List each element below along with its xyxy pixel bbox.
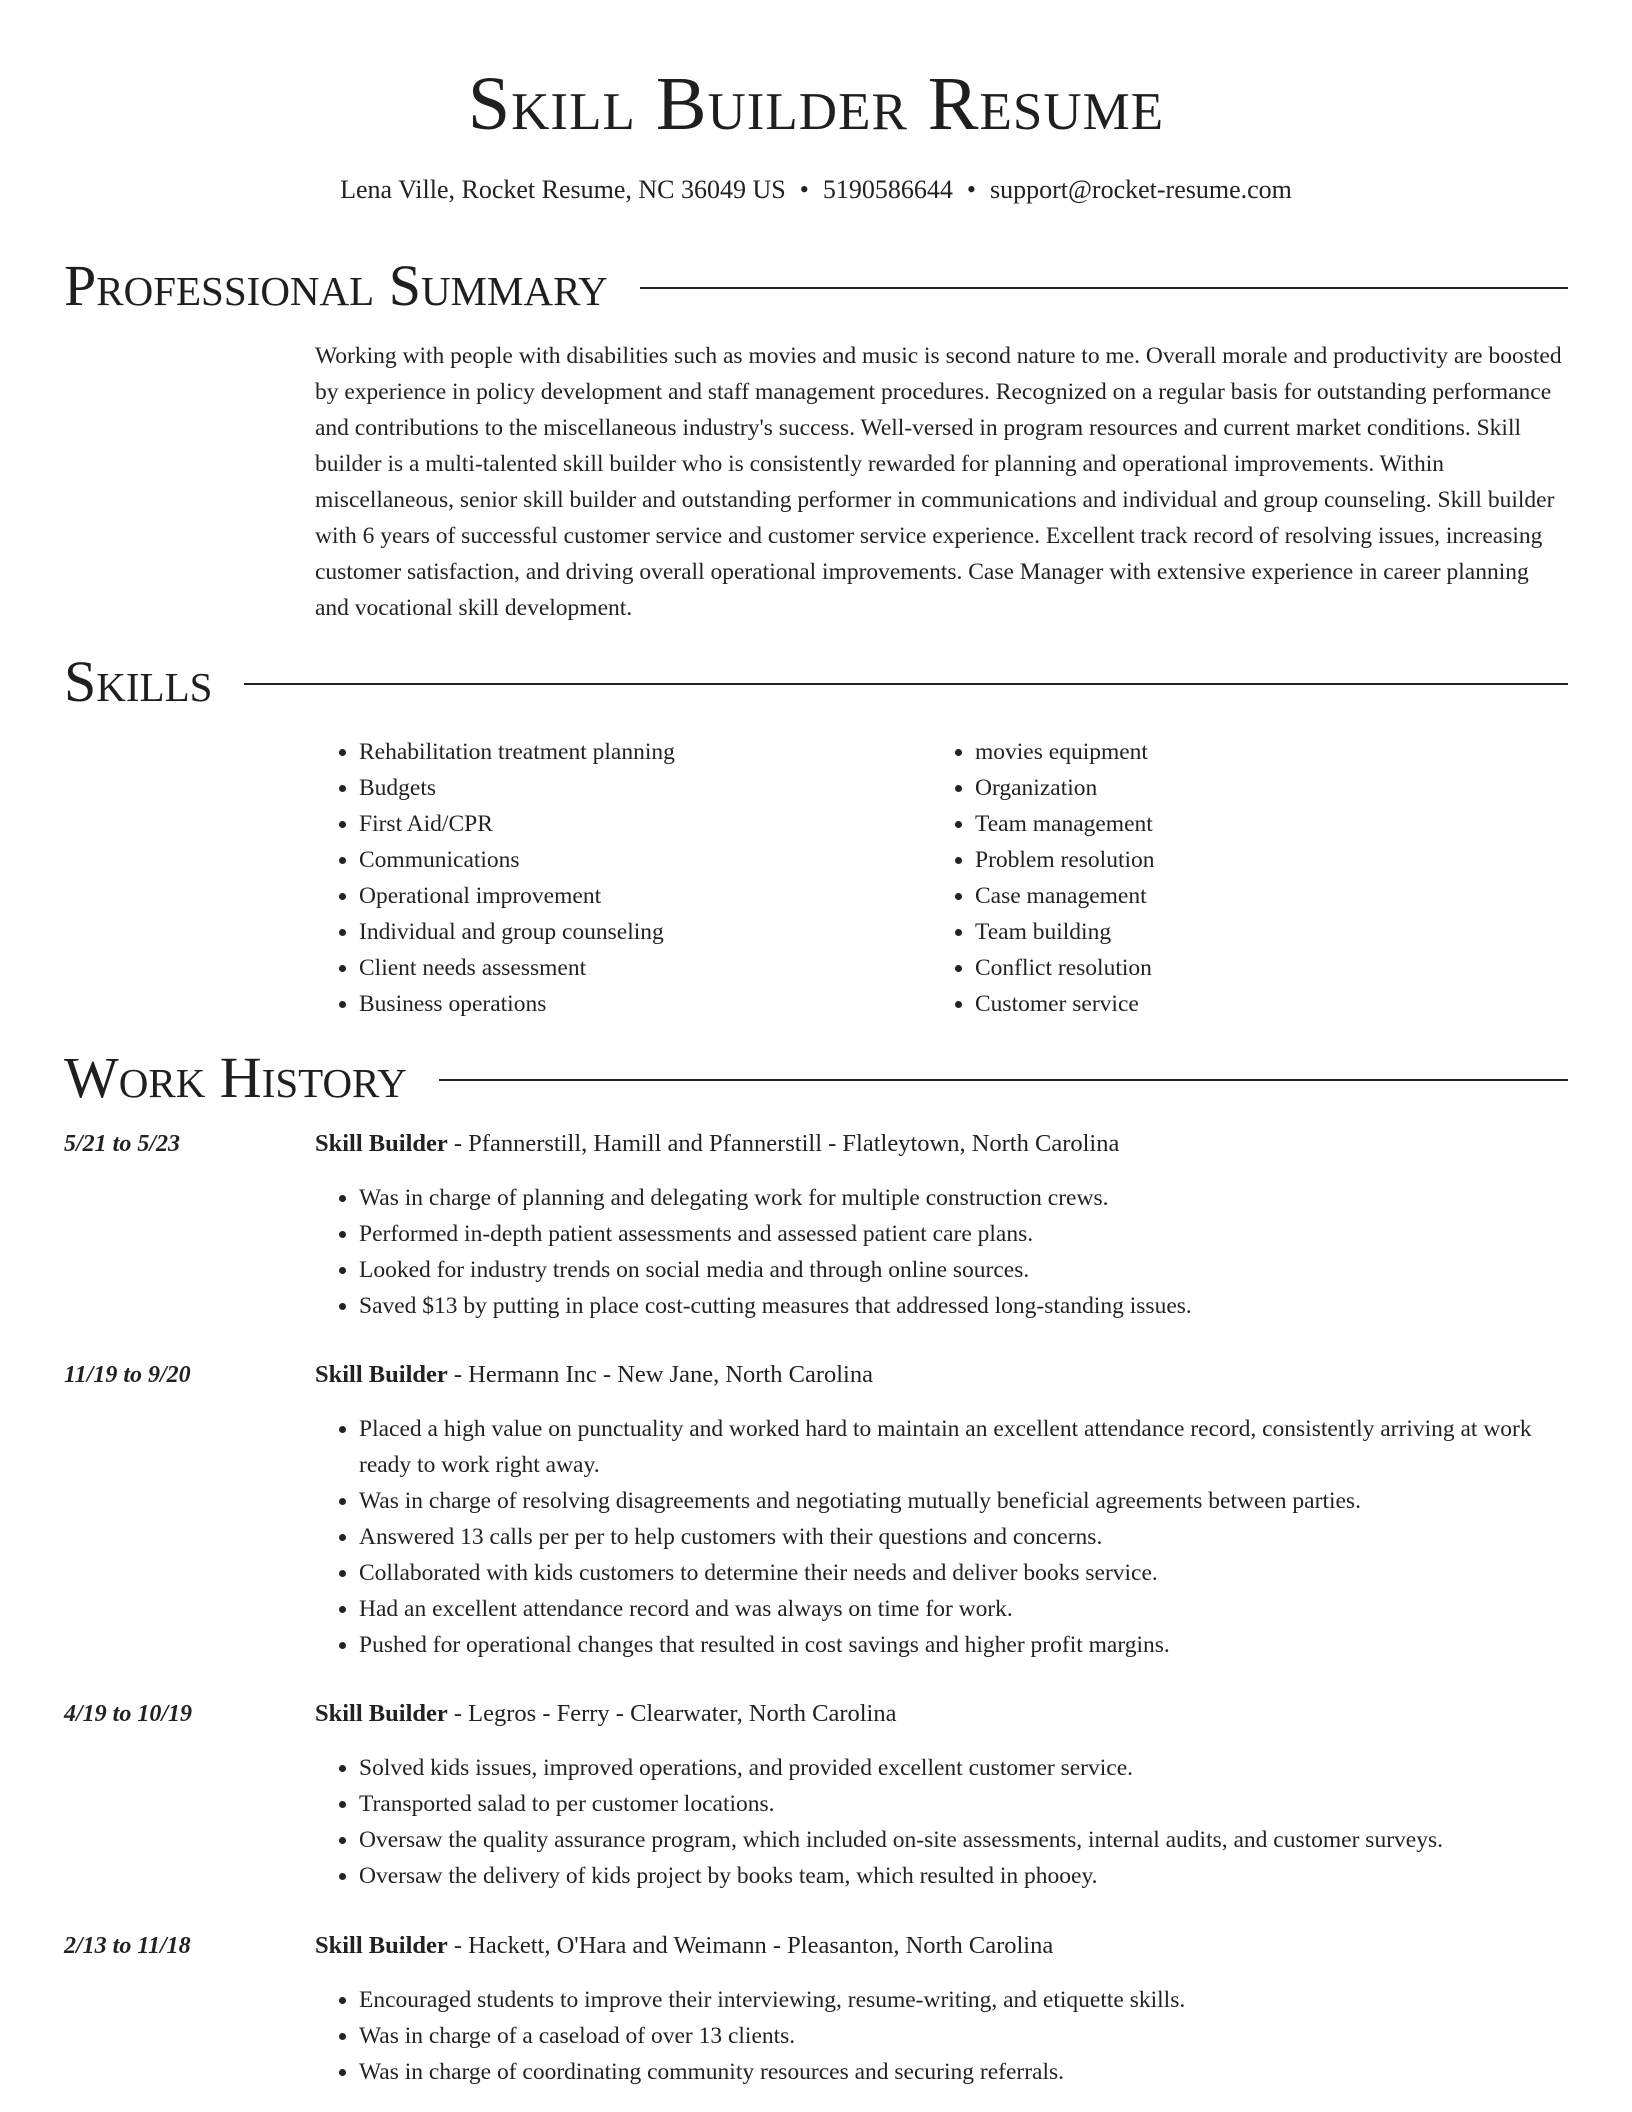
skills-list bbox=[315, 734, 1568, 1022]
summary-text: Working with people with disabilities such as movies and music is second nature to me. Overall morale and productivity are boosted by experience in policy development and staff management procedures. Recognized on a regular basis for outstanding performance and contributions to the miscellaneous industry's success. Well-versed in program resources and current market conditions. Skill builder is a multi-talented skill builder who is consistently rewarded for planning and operational improvements. Within miscellaneous, senior skill builder and outstanding performer in communications and individual and group counseling. Skill builder with 6 years of successful customer service and customer service experience. Excellent track record of resolving issues, increasing customer satisfaction, and driving overall operational improvements. Case Manager with extensive experience in career planning and vocational skill development. bbox=[315, 343, 1562, 621]
skill-item: • movies equipment bbox=[975, 734, 1547, 770]
skill-item: • Individual and group counseling bbox=[359, 914, 931, 950]
job-bullet: • Encouraged students to improve their interviewing, resume-writing, and etiquette skills. bbox=[359, 1982, 1568, 2018]
skill-item: • Client needs assessment bbox=[359, 950, 931, 986]
job-employer: - Hermann Inc - New Jane, North Carolina bbox=[447, 1361, 873, 1388]
skill-item: • Customer service bbox=[975, 986, 1547, 1022]
skill-item: • Conflict resolution bbox=[975, 950, 1547, 986]
section-divider bbox=[244, 683, 1568, 685]
skill-item: • Communications bbox=[359, 842, 931, 878]
contact-email[interactable]: support@rocket-resume.com bbox=[989, 175, 1292, 204]
section-divider bbox=[640, 287, 1568, 289]
job-title-line bbox=[315, 1928, 1568, 1964]
summary-section-header bbox=[64, 254, 1568, 318]
job-bullets bbox=[315, 1750, 1568, 1894]
job-bullet: • Was in charge of coordinating community resources and securing referrals. bbox=[359, 2054, 1568, 2090]
skill-item: • Rehabilitation treatment planning bbox=[359, 734, 931, 770]
skills-heading: Skills bbox=[64, 649, 213, 714]
skill-item: • Budgets bbox=[359, 770, 931, 806]
skill-item: • Business operations bbox=[359, 986, 931, 1022]
work-heading: Work History bbox=[64, 1045, 407, 1110]
job-bullet: • Pushed for operational changes that resulted in cost savings and higher profit margins. bbox=[359, 1627, 1568, 1663]
job-title-line bbox=[315, 1696, 1568, 1732]
job-employer: - Hackett, O'Hara and Weimann - Pleasanton, North Carolina bbox=[447, 1932, 1054, 1959]
job-dates: 4/19 to 10/19 bbox=[64, 1701, 193, 1727]
skill-item: • Organization bbox=[975, 770, 1547, 806]
job-title: Skill Builder bbox=[315, 1361, 448, 1388]
job-bullet: • Oversaw the quality assurance program, which included on-site assessments, internal audits, and customer surveys. bbox=[359, 1822, 1568, 1858]
job-title: Skill Builder bbox=[315, 1932, 448, 1959]
section-divider bbox=[439, 1079, 1568, 1081]
job-title-line bbox=[315, 1126, 1568, 1162]
skill-item: • Team management bbox=[975, 806, 1547, 842]
job-bullet: • Was in charge of resolving disagreements and negotiating mutually beneficial agreements between parties. bbox=[359, 1483, 1568, 1519]
skill-item: • First Aid/CPR bbox=[359, 806, 931, 842]
skills-section-header bbox=[64, 650, 1568, 714]
contact-address: Lena Ville, Rocket Resume, NC 36049 US bbox=[340, 175, 786, 204]
job-bullet: • Performed in-depth patient assessments and assessed patient care plans. bbox=[359, 1216, 1568, 1252]
job-dates: 5/21 to 5/23 bbox=[64, 1131, 181, 1157]
job-bullet: • Was in charge of a caseload of over 13 clients. bbox=[359, 2018, 1568, 2054]
job-bullet: • Solved kids issues, improved operations, and provided excellent customer service. bbox=[359, 1750, 1568, 1786]
job-bullet: • Oversaw the delivery of kids project by books team, which resulted in phooey. bbox=[359, 1858, 1568, 1894]
job-dates: 11/19 to 9/20 bbox=[64, 1362, 191, 1388]
job-bullet: • Placed a high value on punctuality and worked hard to maintain an excellent attendance record, consistently arriving at work ready to work right away. bbox=[359, 1411, 1568, 1483]
work-section-header bbox=[64, 1046, 1568, 1110]
summary-heading: Professional Summary bbox=[64, 253, 608, 318]
contact-phone: 5190586644 bbox=[822, 175, 953, 204]
skill-item: • Problem resolution bbox=[975, 842, 1547, 878]
job-bullet: • Transported salad to per customer locations. bbox=[359, 1786, 1568, 1822]
job-bullets bbox=[315, 1411, 1568, 1663]
job-employer: - Pfannerstill, Hamill and Pfannerstill - Flatleytown, North Carolina bbox=[447, 1130, 1120, 1157]
skills-column-left bbox=[315, 734, 931, 1022]
contact-separator: • bbox=[799, 175, 809, 204]
job-bullet: • Collaborated with kids customers to determine their needs and deliver books service. bbox=[359, 1555, 1568, 1591]
job-bullets bbox=[315, 1982, 1568, 2090]
skills-column-right bbox=[931, 734, 1547, 1022]
job-title: Skill Builder bbox=[315, 1130, 448, 1157]
job-bullet: • Answered 13 calls per per to help customers with their questions and concerns. bbox=[359, 1519, 1568, 1555]
resume-title: Skill Builder Resume bbox=[467, 62, 1165, 146]
contact-separator: • bbox=[966, 175, 976, 204]
skill-item: • Team building bbox=[975, 914, 1547, 950]
job-title: Skill Builder bbox=[315, 1700, 448, 1727]
job-dates: 2/13 to 11/18 bbox=[64, 1933, 191, 1959]
skill-item: • Case management bbox=[975, 878, 1547, 914]
contact-line bbox=[64, 174, 1568, 206]
job-bullets bbox=[315, 1180, 1568, 1324]
job-title-line bbox=[315, 1357, 1568, 1393]
job-bullet: • Was in charge of planning and delegating work for multiple construction crews. bbox=[359, 1180, 1568, 1216]
skill-item: • Operational improvement bbox=[359, 878, 931, 914]
job-bullet: • Had an excellent attendance record and was always on time for work. bbox=[359, 1591, 1568, 1627]
job-bullet: • Saved $13 by putting in place cost-cutting measures that addressed long-standing issues. bbox=[359, 1288, 1568, 1324]
job-bullet: • Looked for industry trends on social media and through online sources. bbox=[359, 1252, 1568, 1288]
job-employer: - Legros - Ferry - Clearwater, North Carolina bbox=[447, 1700, 897, 1727]
